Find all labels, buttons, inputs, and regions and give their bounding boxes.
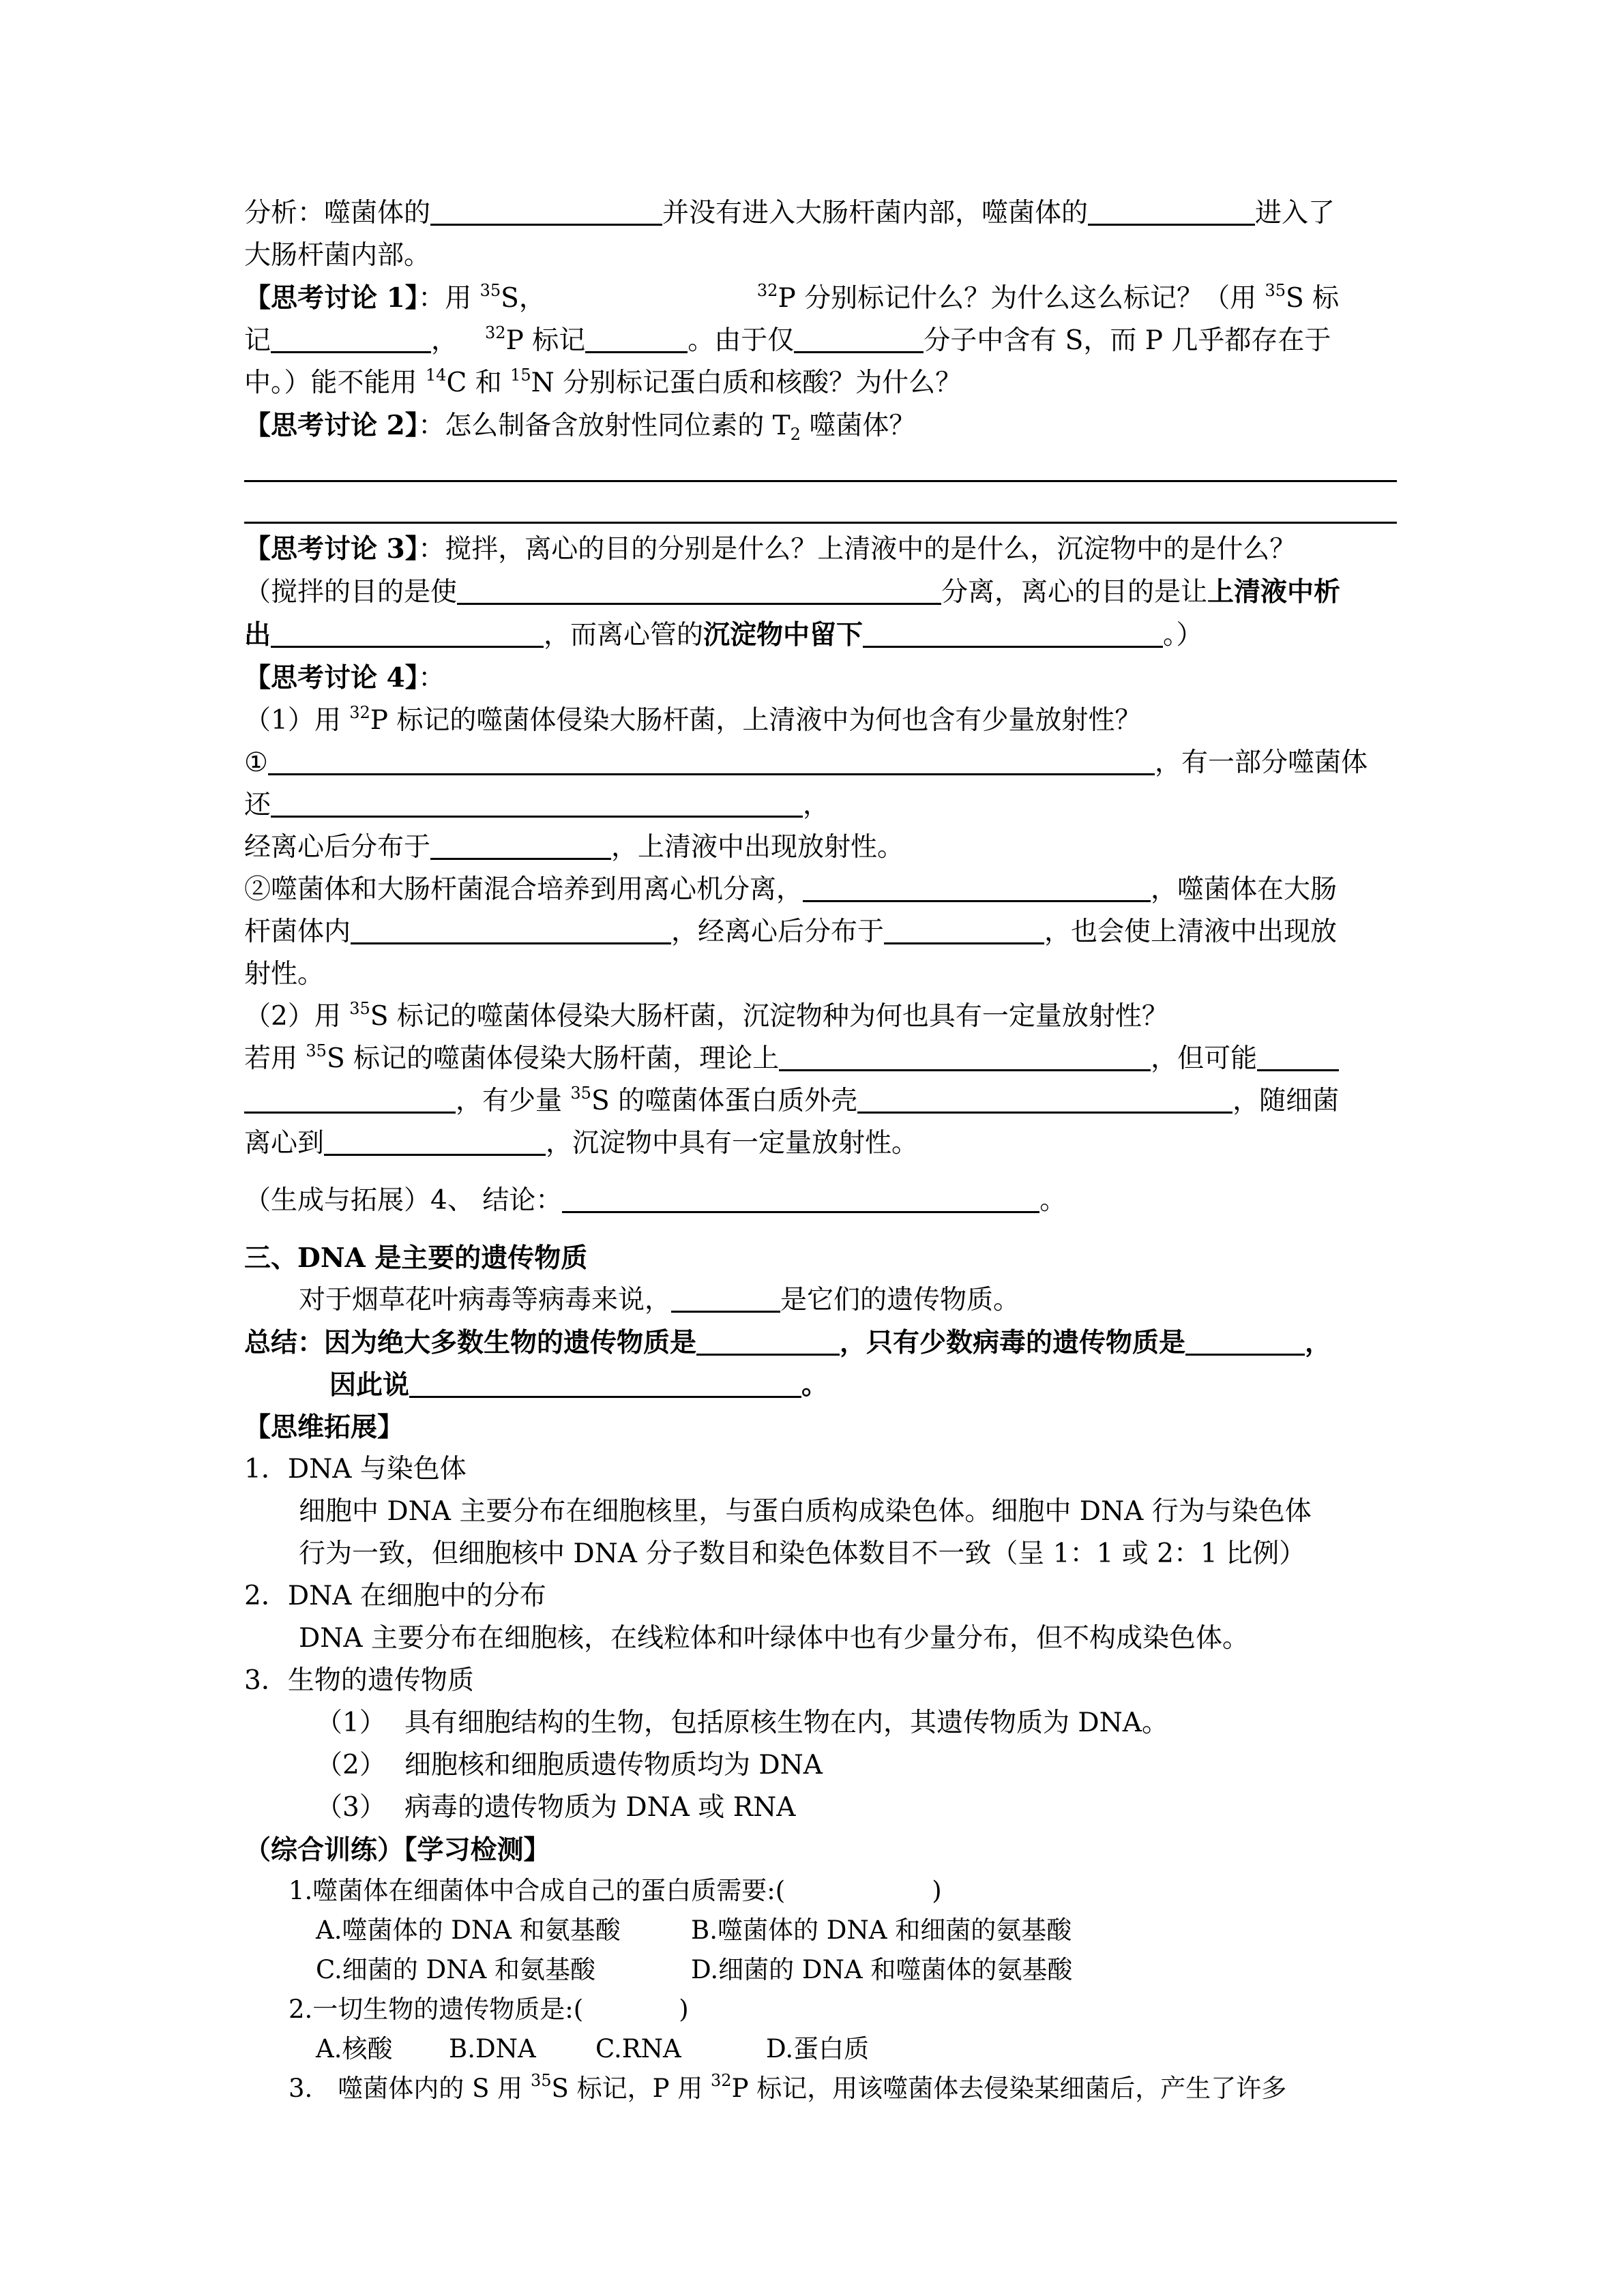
blank[interactable]	[430, 828, 611, 860]
blank[interactable]	[1088, 194, 1255, 226]
mind-item-2-text: DNA 主要分布在细胞核，在线粒体和叶绿体中也有少量分布，但不构成染色体。	[299, 1623, 1249, 1654]
quiz-q1-options-cd	[244, 1950, 1397, 1990]
blank[interactable]	[671, 1281, 780, 1313]
blank[interactable]	[696, 1324, 840, 1356]
blank[interactable]	[1257, 1039, 1339, 1071]
blank[interactable]	[1185, 1324, 1305, 1356]
analysis-line: 分析：噬菌体的 并没有进入大肠杆菌内部，噬菌体的 进入了	[244, 192, 1397, 235]
option-b[interactable]: B.DNA	[449, 2034, 536, 2063]
think4-c1-line3: 经离心后分布于 ，上清液中出现放射性。	[244, 826, 1397, 869]
mind-item-1-text: 行为一致，但细胞核中 DNA 分子数目和染色体数目不一致（呈 1：1 或 2：1 比例）	[299, 1538, 1306, 1569]
analysis-line-2: 大肠杆菌内部。	[244, 240, 431, 271]
mind-item-1-text: 细胞中 DNA 主要分布在细胞核里，与蛋白质构成染色体。细胞中 DNA 行为与染色体	[299, 1496, 1312, 1527]
think4-c2-line3: 射性。	[244, 959, 325, 989]
mind-item-1: 1．DNA 与染色体	[244, 1454, 467, 1485]
option-c[interactable]: C.细菌的 DNA 和氨基酸	[316, 1955, 596, 1984]
think1-line-2: 记 ， $^{32}$P 标记 。由于仅 分子中含有 S，而 P 几乎都存在于	[244, 320, 1397, 362]
think4-r-line1: 若用 $^{35}$S 标记的噬菌体侵染大肠杆菌，理论上 ，但可能	[244, 1038, 1397, 1080]
blank[interactable]	[863, 616, 1163, 648]
quiz-q1: 1.噬菌体在细菌体中合成自己的蛋白质需要:( )	[289, 1876, 942, 1905]
mind-sub-1: （1） 具有细胞结构的生物，包括原核生物在内，其遗传物质为 DNA。	[316, 1708, 1168, 1738]
blank[interactable]	[457, 573, 941, 605]
option-d[interactable]: D.蛋白质	[766, 2034, 870, 2063]
mind-item-2: 2．DNA 在细胞中的分布	[244, 1581, 546, 1611]
blank[interactable]	[244, 1082, 456, 1114]
think1-line-3: 中。）能不能用 $^{14}$C 和 $^{15}$N 分别标记蛋白质和核酸？为什么？	[244, 366, 962, 398]
option-a[interactable]: A.核酸	[316, 2034, 393, 2063]
think4-r-line2: ，有少量 $^{35}$S 的噬菌体蛋白质外壳 ，随细菌	[244, 1080, 1397, 1122]
think4-c1-line1: ① ，有一部分噬菌体	[244, 742, 1397, 784]
option-c[interactable]: C.RNA	[595, 2034, 681, 2063]
think4-r-line3: 离心到 ，沉淀物中具有一定量放射性。	[244, 1122, 1397, 1165]
think3-line-3: 出 ，而离心管的沉淀物中留下 。）	[244, 614, 1397, 657]
section3-line1: 对于烟草花叶病毒等病毒来说， 是它们的遗传物质。	[244, 1279, 1397, 1322]
quiz-q1-options-ab	[244, 1911, 1397, 1950]
summary-line2: 因此说 。	[244, 1364, 1397, 1406]
blank[interactable]	[409, 1366, 801, 1398]
blank[interactable]	[803, 870, 1151, 902]
option-a[interactable]: A.噬菌体的 DNA 和氨基酸	[316, 1915, 621, 1945]
think2-heading: 【思考讨论 2】	[244, 410, 419, 441]
answer-line[interactable]	[244, 447, 1397, 482]
mind-heading: 【思维拓展】	[244, 1412, 404, 1443]
blank[interactable]	[268, 743, 1155, 775]
think3-heading: 【思考讨论 3】	[244, 533, 419, 565]
document-page	[244, 192, 1397, 2108]
blank[interactable]	[562, 1181, 1039, 1213]
think4-heading-line: 【思考讨论 4】：	[244, 662, 445, 694]
mind-sub-3: （3） 病毒的遗传物质为 DNA 或 RNA	[316, 1792, 796, 1823]
blank[interactable]	[794, 321, 924, 353]
think3-line-2: （搅拌的目的是使 分离，离心的目的是让上清液中析	[244, 571, 1397, 614]
think2-line: 【思考讨论 2】：怎么制备含放射性同位素的 $T_2$ 噬菌体？	[244, 410, 916, 444]
blank[interactable]	[430, 194, 662, 226]
answer-line[interactable]	[244, 482, 1397, 524]
mind-sub-2: （2） 细胞核和细胞质遗传物质均为 DNA	[316, 1750, 823, 1780]
quiz-q2: 2.一切生物的遗传物质是:( )	[289, 1995, 689, 2024]
blank[interactable]	[351, 912, 671, 944]
blank[interactable]	[779, 1039, 1151, 1071]
think4-c2-line1: ②噬菌体和大肠杆菌混合培养到用离心机分离， ，噬菌体在大肠	[244, 869, 1397, 911]
think4-heading: 【思考讨论 4】	[244, 662, 419, 694]
extend-conclusion: （生成与拓展）4、 结论： 。	[244, 1180, 1397, 1222]
option-b[interactable]: B.噬菌体的 DNA 和细菌的氨基酸	[691, 1915, 1072, 1945]
think4-c1-line2: 还 ，	[244, 784, 1397, 826]
blank[interactable]	[884, 912, 1044, 944]
think4-q1: （1）用 $^{32}$P 标记的噬菌体侵染大肠杆菌，上清液中为何也含有少量放射性？	[244, 703, 1142, 736]
think1-line-1: 【思考讨论 1】：用 $^{35}$S， $^{32}$P 分别标记什么？为什么这么标记？（用 $^{35}$S 标	[244, 281, 1340, 314]
option-d[interactable]: D.细菌的 DNA 和噬菌体的氨基酸	[691, 1955, 1073, 1984]
think4-c2-line2: 杆菌体内 ，经离心后分布于 ，也会使上清液中出现放	[244, 911, 1397, 953]
think4-q2: （2）用 $^{35}$S 标记的噬菌体侵染大肠杆菌，沉淀物种为何也具有一定量放射性？	[244, 999, 1168, 1032]
quiz-q2-options	[244, 2029, 1397, 2069]
blank[interactable]	[271, 616, 544, 648]
blank[interactable]	[271, 786, 803, 818]
blank[interactable]	[857, 1082, 1232, 1114]
quiz-q3: 3. 噬菌体内的 S 用 $^{35}$S 标记，P 用 $^{32}$P 标记，用该噬菌体去侵染某细菌后，产生了许多	[289, 2071, 1287, 2103]
blank[interactable]	[585, 321, 688, 353]
think3-line-1: 【思考讨论 3】：搅拌，离心的目的分别是什么？上清液中的是什么，沉淀物中的是什么？	[244, 533, 1297, 565]
blank[interactable]	[271, 321, 431, 353]
blank[interactable]	[324, 1124, 546, 1156]
think1-heading: 【思考讨论 1】	[244, 282, 419, 314]
section3-title: 三、DNA 是主要的遗传物质	[244, 1242, 588, 1274]
mind-item-3: 3．生物的遗传物质	[244, 1665, 474, 1696]
quiz-heading: （综合训练）【学习检测】	[244, 1834, 550, 1866]
summary-line1: 总结：因为绝大多数生物的遗传物质是 ，只有少数病毒的遗传物质是 ，	[244, 1322, 1397, 1364]
